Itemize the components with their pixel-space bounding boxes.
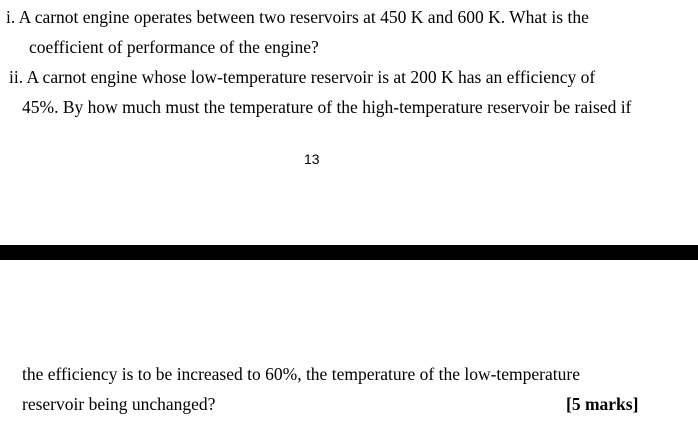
question-i-line-2: coefficient of performance of the engine? — [29, 37, 319, 57]
page-number: 13 — [304, 151, 320, 167]
page-break-bar — [0, 245, 698, 260]
question-ii-line-4: reservoir being unchanged? — [22, 394, 216, 414]
question-ii-line-2: 45%. By how much must the temperature of the high-temperature reservoir be raised if — [22, 97, 632, 117]
question-ii-line-3: the efficiency is to be increased to 60%, the temperature of the low-temperature — [22, 364, 580, 384]
marks-label: [5 marks] — [566, 394, 639, 414]
question-ii-line-1: ii. A carnot engine whose low-temperature reservoir is at 200 K has an efficiency of — [9, 67, 596, 87]
question-i-line-1: i. A carnot engine operates between two reservoirs at 450 K and 600 K. What is the — [6, 7, 589, 27]
